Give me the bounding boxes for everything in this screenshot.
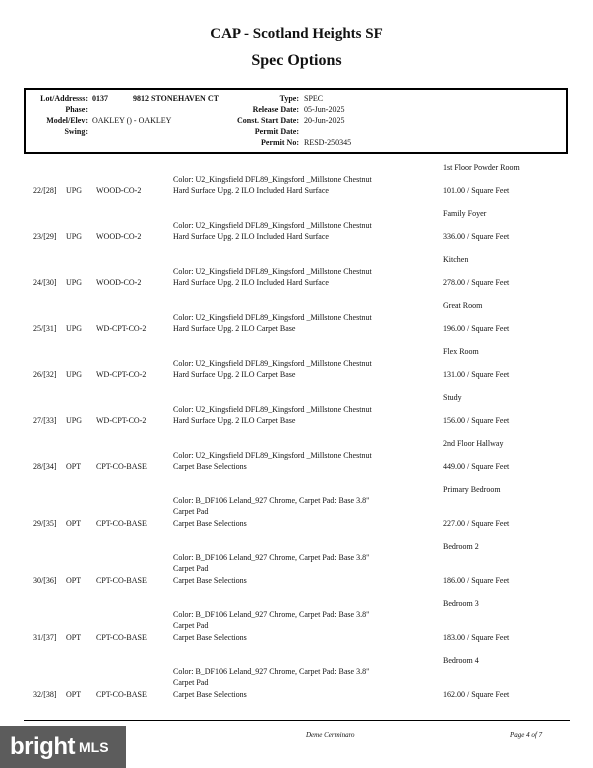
option-color-cont: Carpet Pad [173, 564, 209, 573]
room-heading: Primary Bedroom [443, 485, 501, 494]
option-type: OPT [66, 576, 82, 585]
option-quantity: 186.00 / Square Feet [443, 576, 510, 585]
option-code: CPT-CO-BASE [96, 633, 147, 642]
release-date-value: 05-Jun-2025 [304, 105, 345, 114]
option-type: UPG [66, 416, 83, 425]
option-type: OPT [66, 462, 82, 471]
option-quantity: 227.00 / Square Feet [443, 519, 510, 528]
option-number: 30/[36] [33, 576, 57, 585]
option-quantity: 449.00 / Square Feet [443, 462, 510, 471]
option-code: WD-CPT-CO-2 [96, 324, 147, 333]
lot-info-box [24, 88, 568, 154]
option-color: Color: B_DF106 Leland_927 Chrome, Carpet Pad: Base 3.8" [173, 496, 370, 505]
option-type: UPG [66, 324, 83, 333]
option-number: 31/[37] [33, 633, 57, 642]
room-heading: Bedroom 2 [443, 542, 479, 551]
option-color-cont: Carpet Pad [173, 621, 209, 630]
option-number: 28/[34] [33, 462, 57, 471]
option-quantity: 196.00 / Square Feet [443, 324, 510, 333]
watermark-brand: bright [10, 733, 75, 760]
option-quantity: 162.00 / Square Feet [443, 690, 510, 699]
option-description: Hard Surface Upg. 2 ILO Carpet Base [173, 370, 296, 379]
document-subtitle: Spec Options [251, 52, 342, 69]
option-color: Color: U2_Kingsfield DFL89_Kingsford _Millstone Chestnut [173, 451, 372, 460]
option-color: Color: U2_Kingsfield DFL89_Kingsford _Millstone Chestnut [173, 175, 372, 184]
option-color: Color: U2_Kingsfield DFL89_Kingsford _Millstone Chestnut [173, 359, 372, 368]
room-heading: Kitchen [443, 255, 469, 264]
option-number: 27/[33] [33, 416, 57, 425]
option-color-cont: Carpet Pad [173, 507, 209, 516]
option-code: CPT-CO-BASE [96, 462, 147, 471]
option-type: UPG [66, 186, 83, 195]
option-number: 32/[38] [33, 690, 57, 699]
option-number: 24/[30] [33, 278, 57, 287]
option-type: OPT [66, 633, 82, 642]
option-description: Hard Surface Upg. 2 ILO Included Hard Surface [173, 232, 329, 241]
option-color: Color: U2_Kingsfield DFL89_Kingsford _Millstone Chestnut [173, 221, 372, 230]
option-quantity: 278.00 / Square Feet [443, 278, 510, 287]
option-description: Hard Surface Upg. 2 ILO Carpet Base [173, 324, 296, 333]
option-number: 26/[32] [33, 370, 57, 379]
swing-label: Swing: [64, 127, 88, 136]
option-quantity: 156.00 / Square Feet [443, 416, 510, 425]
option-code: CPT-CO-BASE [96, 690, 147, 699]
option-quantity: 336.00 / Square Feet [443, 232, 510, 241]
release-date-label: Release Date: [252, 105, 299, 114]
option-color: Color: B_DF106 Leland_927 Chrome, Carpet Pad: Base 3.8" [173, 667, 370, 676]
room-heading: Study [443, 393, 462, 402]
model-value: OAKLEY () - OAKLEY [92, 116, 172, 125]
option-number: 25/[31] [33, 324, 57, 333]
option-quantity: 131.00 / Square Feet [443, 370, 510, 379]
option-quantity: 101.00 / Square Feet [443, 186, 510, 195]
phase-label: Phase: [65, 105, 88, 114]
option-color: Color: B_DF106 Leland_927 Chrome, Carpet Pad: Base 3.8" [173, 553, 370, 562]
option-code: WD-CPT-CO-2 [96, 370, 147, 379]
start-date-label: Const. Start Date: [237, 116, 299, 125]
watermark-suffix: MLS [78, 739, 109, 755]
option-description: Hard Surface Upg. 2 ILO Carpet Base [173, 416, 296, 425]
lot-value: 0137 [92, 94, 108, 103]
option-description: Hard Surface Upg. 2 ILO Included Hard Surface [173, 278, 329, 287]
type-label: Type: [279, 94, 299, 103]
permit-no-value: RESD-250345 [304, 138, 352, 147]
option-type: UPG [66, 278, 83, 287]
lot-address: 9812 STONEHAVEN CT [133, 94, 219, 103]
option-color: Color: U2_Kingsfield DFL89_Kingsford _Millstone Chestnut [173, 405, 372, 414]
lot-label: Lot/Addresss: [40, 94, 88, 103]
option-color: Color: U2_Kingsfield DFL89_Kingsford _Millstone Chestnut [173, 313, 372, 322]
option-description: Carpet Base Selections [173, 519, 247, 528]
room-heading: Bedroom 4 [443, 656, 479, 665]
option-description: Carpet Base Selections [173, 690, 247, 699]
room-heading: Bedroom 3 [443, 599, 479, 608]
option-quantity: 183.00 / Square Feet [443, 633, 510, 642]
option-code: WOOD-CO-2 [96, 278, 142, 287]
option-type: OPT [66, 519, 82, 528]
permit-date-label: Permit Date: [254, 127, 299, 136]
option-type: OPT [66, 690, 82, 699]
option-color: Color: B_DF106 Leland_927 Chrome, Carpet Pad: Base 3.8" [173, 610, 370, 619]
page-number: Page 4 of 7 [510, 731, 543, 739]
option-type: UPG [66, 232, 83, 241]
room-heading: 1st Floor Powder Room [443, 163, 520, 172]
document-title: CAP - Scotland Heights SF [210, 26, 383, 42]
footer-name: Deme Cerminaro [306, 731, 355, 739]
room-heading: Family Foyer [443, 209, 487, 218]
option-number: 29/[35] [33, 519, 57, 528]
option-description: Carpet Base Selections [173, 633, 247, 642]
footer-divider [24, 720, 570, 721]
permit-no-label: Permit No: [261, 138, 299, 147]
option-color-cont: Carpet Pad [173, 678, 209, 687]
option-number: 22/[28] [33, 186, 57, 195]
room-heading: Flex Room [443, 347, 479, 356]
type-value: SPEC [304, 94, 324, 103]
option-type: UPG [66, 370, 83, 379]
start-date-value: 20-Jun-2025 [304, 116, 345, 125]
model-label: Model/Elev: [46, 116, 88, 125]
room-heading: Great Room [443, 301, 483, 310]
option-description: Carpet Base Selections [173, 576, 247, 585]
option-code: CPT-CO-BASE [96, 576, 147, 585]
option-code: WOOD-CO-2 [96, 186, 142, 195]
option-code: WD-CPT-CO-2 [96, 416, 147, 425]
room-heading: 2nd Floor Hallway [443, 439, 504, 448]
option-code: CPT-CO-BASE [96, 519, 147, 528]
bright-mls-watermark [0, 726, 126, 768]
option-description: Hard Surface Upg. 2 ILO Included Hard Surface [173, 186, 329, 195]
option-number: 23/[29] [33, 232, 57, 241]
option-color: Color: U2_Kingsfield DFL89_Kingsford _Millstone Chestnut [173, 267, 372, 276]
option-description: Carpet Base Selections [173, 462, 247, 471]
option-code: WOOD-CO-2 [96, 232, 142, 241]
